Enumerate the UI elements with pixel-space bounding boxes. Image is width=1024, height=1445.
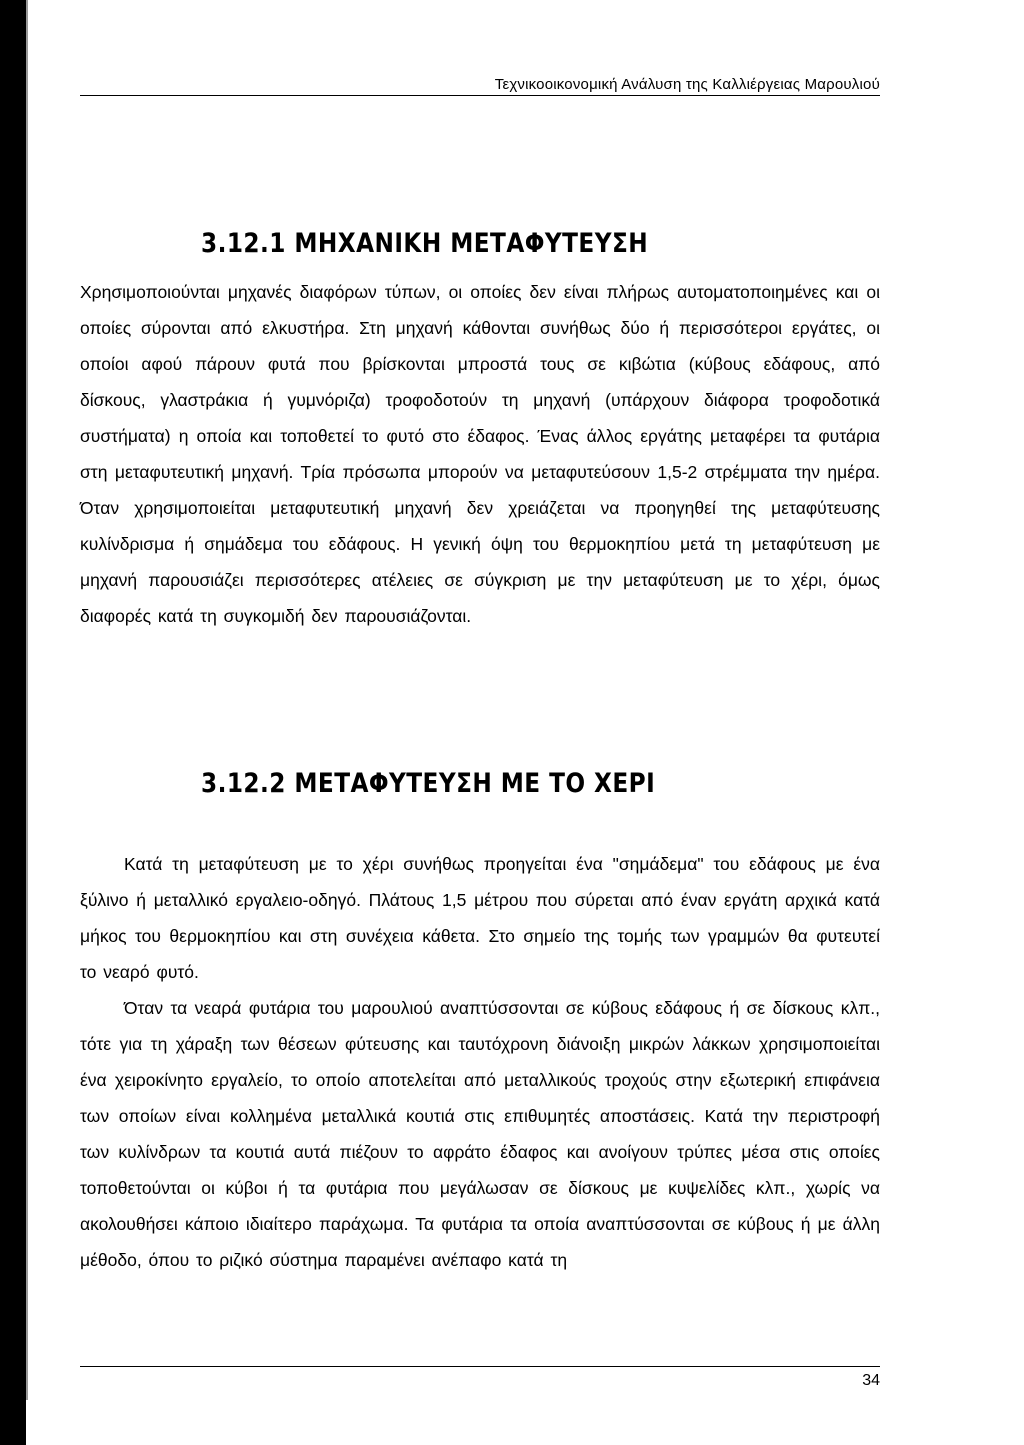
footer-rule	[80, 1366, 880, 1367]
paragraph-hand-transplanting-2: Όταν τα νεαρά φυτάρια του μαρουλιού αναπτύσσονται σε κύβους εδάφους ή σε δίσκους κλπ., τότε για τη χάραξη των θέσεων φύτευσης και ταυτόχρονη διάνοιξη μικρών λάκκων χρησιμοποιείται ένα χειροκίνητο εργαλείο, το οποίο αποτελείται από μεταλλικούς τροχούς στην εξωτερική επιφάνεια των οποίων είναι κολλημένα μεταλλικά κουτιά στις επιθυμητές αποστάσεις. Κατά την περιστροφή των κυλίνδρων τα κουτιά αυτά πιέζουν το αφράτο έδαφος και ανοίγουν τρύπες μέσα στις οποίες τοποθετούνται οι κύβοι ή τα φυτάρια που μεγάλωσαν σε δίσκους με κυψελίδες κλπ., χωρίς να ακολουθήσει κάποιο ιδιαίτερο παράχωμα. Τα φυτάρια τα οποία αναπτύσσονται σε κύβους ή με άλλη μέθοδο, όπου το ριζικό σύστημα παραμένει ανέπαφο κατά τη	[80, 998, 880, 1270]
paragraph-mechanical-transplanting: Χρησιμοποιούνται μηχανές διαφόρων τύπων, οι οποίες δεν είναι πλήρως αυτοματοποιημένες και οι οποίες σύρονται από ελκυστήρα. Στη μηχανή κάθονται συνήθως δύο ή περισσότεροι εργάτες, οι οποίοι αφού πάρουν φυτά που βρίσκονται μπροστά τους σε κιβώτια (κύβους εδάφους, από δίσκους, γλαστράκια ή γυμνόριζα) τροφοδοτούν τη μηχανή (υπάρχουν διάφορα τροφοδοτικά συστήματα) η οποία και τοποθετεί το φυτό στο έδαφος. Ένας άλλος εργάτης μεταφέρει τα φυτάρια στη μεταφυτευτική μηχανή. Τρία πρόσωπα μπορούν να μεταφυτεύσουν 1,5-2 στρέμματα την ημέρα. Όταν χρησιμοποιείται μεταφυτευτική μηχανή δεν χρειάζεται να προηγηθεί της μεταφύτευσης κυλίνδρισμα ή σημάδεμα του εδάφους. Η γενική όψη του θερμοκηπίου μετά τη μεταφύτευση με μηχανή παρουσιάζει περισσότερες ατέλειες σε σύγκριση με την μεταφύτευση με το χέρι, όμως διαφορές κατά τη συγκομιδή δεν παρουσιάζονται.	[80, 282, 880, 626]
scan-edge-line	[26, 0, 28, 1400]
section-heading-mechanical-transplanting: 3.12.1 ΜΗΧΑΝΙΚΗ ΜΕΤΑΦΥΤΕΥΣΗ	[201, 228, 649, 259]
paragraph-hand-transplanting-1: Κατά τη μεταφύτευση με το χέρι συνήθως προηγείται ένα "σημάδεμα" του εδάφους με ένα ξύλινο ή μεταλλικό εργαλειο-οδηγό. Πλάτους 1,5 μέτρου που σύρεται από έναν εργάτη αρχικά κατά μήκος του θερμοκηπίου και στη συνέχεια κάθετα. Στο σημείο της τομής των γραμμών θα φυτευτεί το νεαρό φυτό.	[80, 854, 880, 982]
page-number: 34	[862, 1372, 880, 1389]
document-page	[26, 0, 1024, 1445]
running-header: Τεχνικοοικονομική Ανάλυση της Καλλιέργειας Μαρουλιού	[80, 76, 880, 96]
section-heading-hand-transplanting: 3.12.2 ΜΕΤΑΦΥΤΕΥΣΗ ΜΕ ΤΟ ΧΕΡΙ	[201, 768, 656, 799]
